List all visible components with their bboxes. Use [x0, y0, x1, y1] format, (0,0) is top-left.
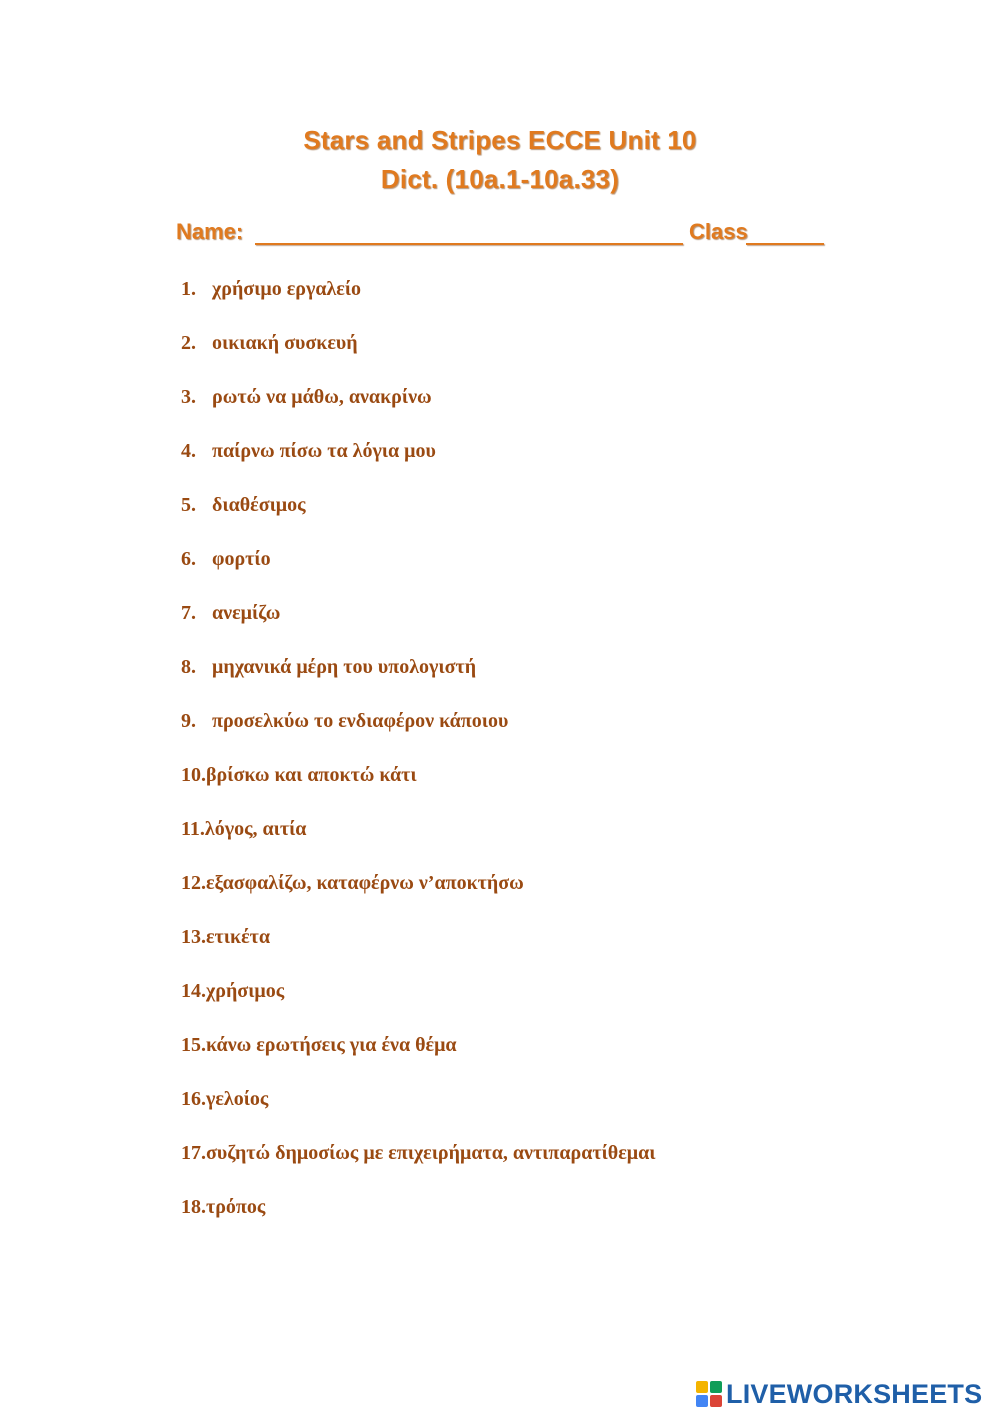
item-number: 1.: [181, 278, 196, 300]
item-number: 2.: [181, 332, 196, 354]
item-text: παίρνω πίσω τα λόγια μου: [212, 440, 436, 462]
list-item: [181, 384, 821, 411]
item-number: 12.: [181, 872, 206, 894]
list-item: [181, 276, 821, 303]
item-number: 5.: [181, 494, 196, 516]
item-number: 10.: [181, 764, 206, 786]
item-number: 4.: [181, 440, 196, 462]
item-text: προσελκύω το ενδιαφέρον κάποιου: [212, 710, 509, 732]
item-text: κάνω ερωτήσεις για ένα θέμα: [206, 1034, 457, 1056]
name-blank-line: [255, 243, 683, 245]
item-text: διαθέσιμος: [212, 494, 306, 516]
item-number: 16.: [181, 1088, 206, 1110]
item-number: 11.: [181, 818, 205, 840]
item-number: 18.: [181, 1196, 206, 1218]
item-number: 13.: [181, 926, 206, 948]
logo-square: [696, 1395, 708, 1407]
item-text: φορτίο: [212, 548, 271, 570]
item-number: 8.: [181, 656, 196, 678]
item-text: ρωτώ να μάθω, ανακρίνω: [212, 386, 432, 408]
item-text: ετικέτα: [206, 926, 270, 948]
item-number: 7.: [181, 602, 196, 624]
list-item: [181, 438, 821, 465]
logo-square: [710, 1381, 722, 1393]
item-number: 14.: [181, 980, 206, 1002]
list-item: [181, 654, 821, 681]
list-item: [181, 330, 821, 357]
item-text: εξασφαλίζω, καταφέρνω ν’αποκτήσω: [206, 872, 524, 894]
item-text: χρήσιμος: [206, 980, 285, 1002]
item-text: χρήσιμο εργαλείο: [212, 278, 362, 300]
item-text: συζητώ δημοσίως με επιχειρήματα, αντιπαρατίθεμαι: [206, 1142, 656, 1164]
name-label: Name:: [176, 219, 244, 244]
item-text: οικιακή συσκευή: [212, 332, 358, 354]
worksheet-subtitle: Dict. (10a.1-10a.33): [380, 164, 620, 194]
list-item: [181, 1194, 821, 1221]
class-label: Class: [689, 219, 748, 244]
item-number: 3.: [181, 386, 196, 408]
item-text: τρόπος: [206, 1196, 266, 1218]
list-item: [181, 492, 821, 519]
list-item: [181, 1086, 821, 1113]
liveworksheets-brand: [696, 1379, 982, 1409]
item-text: μηχανικά μέρη του υπολογιστή: [212, 656, 477, 678]
vocabulary-list: [181, 276, 821, 1248]
liveworksheets-logo-icon: [696, 1381, 722, 1407]
list-item: [181, 924, 821, 951]
worksheet-title: Stars and Stripes ECCE Unit 10: [303, 125, 697, 155]
item-text: ανεμίζω: [212, 602, 281, 624]
class-blank-line: [746, 243, 824, 245]
list-item: [181, 816, 821, 843]
item-text: βρίσκω και αποκτώ κάτι: [206, 764, 417, 786]
logo-square: [710, 1395, 722, 1407]
list-item: [181, 546, 821, 573]
item-text: λόγος, αιτία: [204, 818, 307, 840]
list-item: [181, 978, 821, 1005]
list-item: [181, 1140, 821, 1167]
list-item: [181, 870, 821, 897]
item-number: 6.: [181, 548, 196, 570]
logo-square: [696, 1381, 708, 1393]
list-item: [181, 708, 821, 735]
list-item: [181, 1032, 821, 1059]
list-item: [181, 762, 821, 789]
name-class-row: [176, 219, 826, 249]
item-number: 9.: [181, 710, 196, 732]
item-number: 15.: [181, 1034, 206, 1056]
brand-name: LIVEWORKSHEETS: [726, 1378, 983, 1409]
list-item: [181, 600, 821, 627]
item-text: γελοίος: [206, 1088, 269, 1110]
item-number: 17.: [181, 1142, 206, 1164]
